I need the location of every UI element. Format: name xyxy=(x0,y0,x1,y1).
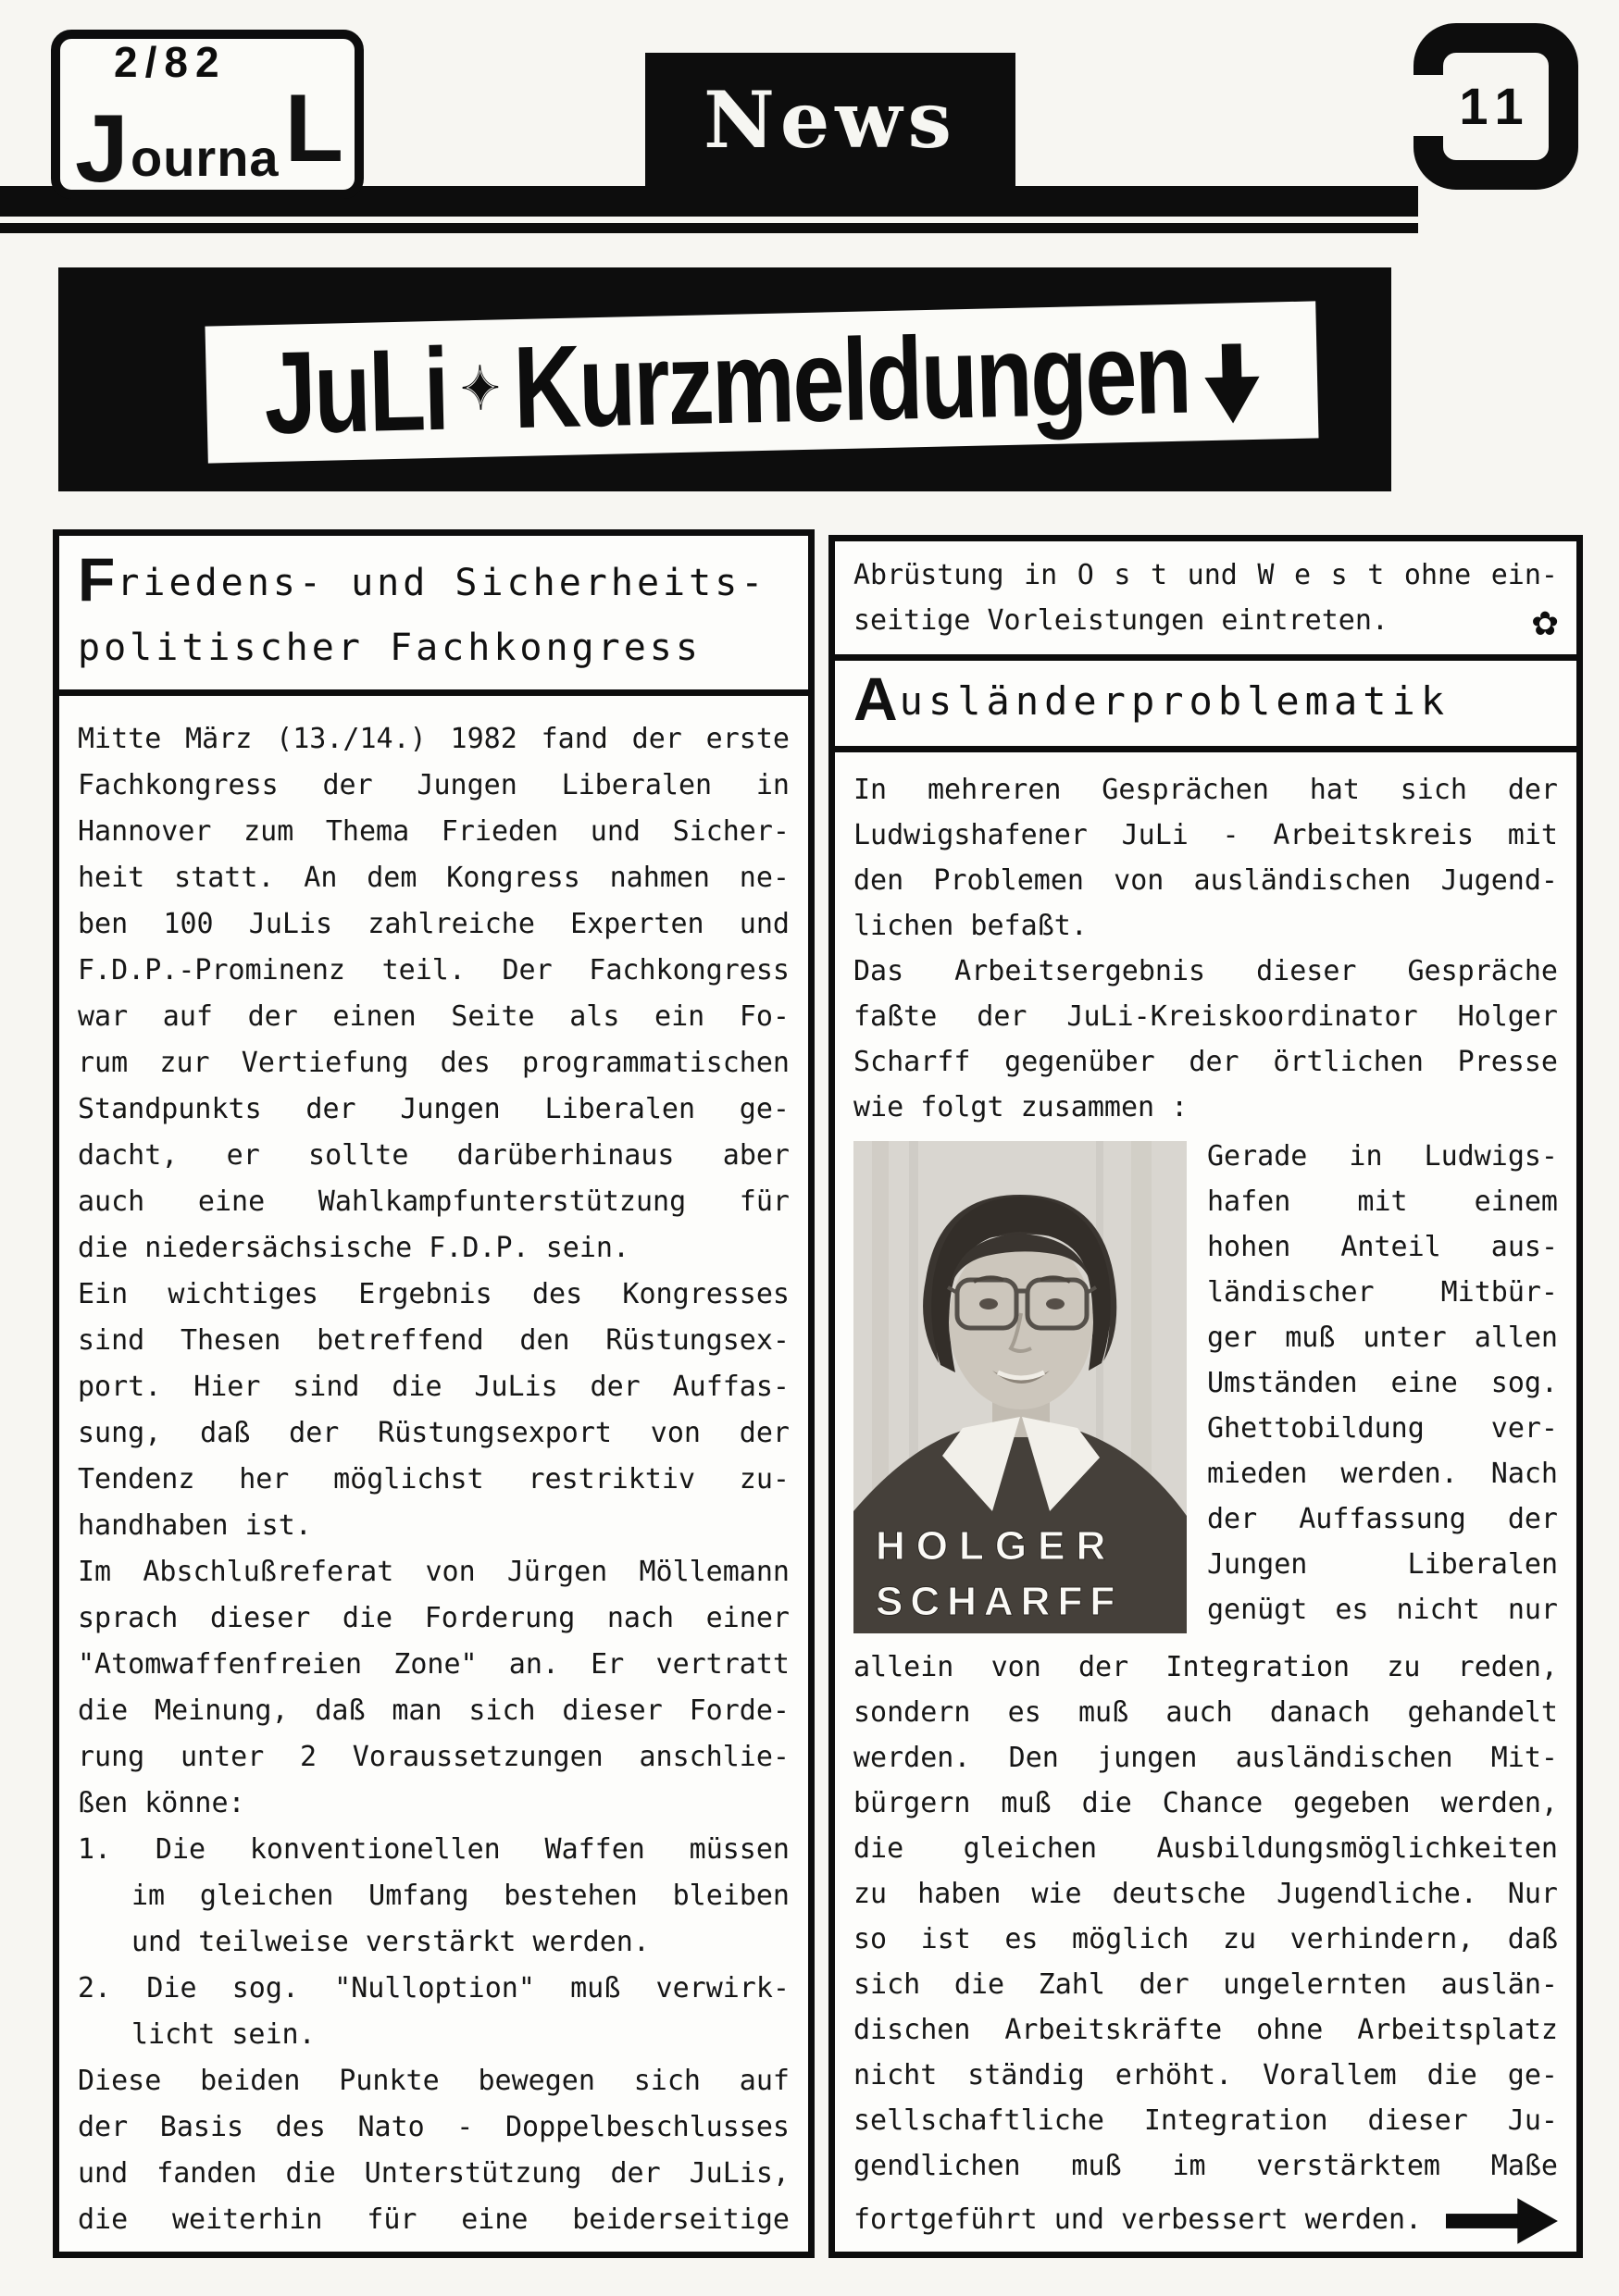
text-line: die weiterhin für eine beiderseitige xyxy=(78,2203,790,2236)
text-line: so ist es möglich zu verhindern, daß xyxy=(853,1923,1558,1955)
news-label-text: News xyxy=(704,74,957,166)
text-line: Scharff gegenüber der örtlichen Presse xyxy=(853,1046,1558,1078)
text-line: port. Hier sind die JuLis der Auffas- xyxy=(78,1371,790,1403)
text-line: Fachkongress der Jungen Liberalen in xyxy=(78,769,790,801)
page-number-bracket xyxy=(1414,23,1578,190)
text-line: zu haben wie deutsche Jugendliche. Nur xyxy=(853,1878,1558,1910)
news-section-label xyxy=(645,53,1015,188)
drop-cap-a: A xyxy=(853,664,898,733)
headline-word-kurzmeldungen: Kurzmeldungen xyxy=(512,306,1191,453)
logo-letter-j: J xyxy=(75,95,129,203)
headline-strip xyxy=(205,301,1318,463)
text-line: faßte der JuLi-Kreiskoordinator Holger xyxy=(853,1000,1558,1033)
text-line: 1. Die konventionellen Waffen müssen xyxy=(78,1833,790,1866)
headline-banner xyxy=(58,267,1391,491)
text-line: war auf der einen Seite als ein Fo- xyxy=(78,1000,790,1033)
text-beside-photo xyxy=(1207,1134,1558,1632)
florette-end-icon: ✿ xyxy=(1532,595,1558,645)
article-auslaenderproblematik-body xyxy=(835,752,1576,2250)
headline-text xyxy=(263,306,1261,459)
text-line: Hannover zum Thema Frieden und Sicher- xyxy=(78,815,790,848)
text-below-photo xyxy=(853,1644,1558,2189)
text-line: Gerade in Ludwigs- xyxy=(1207,1140,1558,1173)
text-line: die gleichen Ausbildungsmöglichkeiten xyxy=(853,1832,1558,1865)
text-line: Das Arbeitsergebnis dieser Gespräche xyxy=(853,955,1558,987)
text-line: werden. Den jungen ausländischen Mit- xyxy=(853,1742,1558,1774)
heading-rest: usländerproblematik xyxy=(899,678,1451,724)
journal-logo xyxy=(51,30,364,203)
text-line: mieden werden. Nach xyxy=(1207,1458,1558,1490)
text-line: ländischer Mitbür- xyxy=(1207,1276,1558,1309)
text-line: Ludwigshafener JuLi - Arbeitskreis mit xyxy=(853,819,1558,851)
text-line: dischen Arbeitskräfte ohne Arbeitsplatz xyxy=(853,2014,1558,2046)
article-fachkongress xyxy=(53,529,815,2258)
page-number: 11 xyxy=(1459,77,1533,135)
text-line: Jungen Liberalen xyxy=(1207,1548,1558,1581)
text-line: Mitte März (13./14.) 1982 fand der erste xyxy=(78,723,790,755)
right-column xyxy=(828,535,1583,2258)
text-line: auch eine Wahlkampfunterstützung für xyxy=(78,1185,790,1218)
text-line: In mehreren Gesprächen hat sich der xyxy=(853,774,1558,806)
text-line: "Atomwaffenfreien Zone" an. Er vertratt xyxy=(78,1648,790,1681)
photo-section xyxy=(853,1134,1558,1644)
text-line: Tendenz her möglichst restriktiv zu- xyxy=(78,1463,790,1496)
text-line: sellschaftliche Integration dieser Ju- xyxy=(853,2104,1558,2137)
text-line: F.D.P.-Prominenz teil. Der Fachkongress xyxy=(78,954,790,987)
arrow-right-icon xyxy=(1446,2192,1558,2250)
headline-word-juli: JuLi xyxy=(263,323,449,459)
logo-letter-l: L xyxy=(284,75,343,182)
text-line: seitige Vorleistungen eintreten. xyxy=(853,604,1389,637)
text-line: und fanden die Unterstützung der JuLis, xyxy=(78,2157,790,2190)
text-line: 2. Die sog. "Nulloption" muß verwirk- xyxy=(78,1972,790,2004)
issue-number: 2/82 xyxy=(114,38,227,86)
text-line: ßen könne: xyxy=(78,1787,245,1819)
text-line: fortgeführt und verbessert werden. xyxy=(853,2203,1423,2236)
logo-letters-ourna: ourna xyxy=(131,129,280,187)
article-body xyxy=(59,696,808,2243)
text-line: allein von der Integration zu reden, xyxy=(853,1651,1558,1683)
header-rule-thin xyxy=(0,223,1418,233)
text-line: Im Abschlußreferat von Jürgen Möllemann xyxy=(78,1556,790,1588)
portrait-photo xyxy=(853,1141,1187,1633)
text-line: Umständen eine sog. xyxy=(1207,1367,1558,1399)
carryover-paragraph xyxy=(835,541,1576,661)
article-auslaenderproblematik-title xyxy=(835,661,1576,752)
text-line: gendlichen muß im verstärktem Maße xyxy=(853,2150,1558,2182)
text-line: sich die Zahl der ungelernten auslän- xyxy=(853,1968,1558,2001)
text-line: wie folgt zusammen : xyxy=(853,1091,1189,1123)
text-line: der Auffassung der xyxy=(1207,1503,1558,1535)
text-line: sondern es muß auch danach gehandelt xyxy=(853,1696,1558,1729)
final-line-row xyxy=(853,2189,1558,2250)
text-line: licht sein. xyxy=(131,2018,316,2051)
intro-paragraph xyxy=(853,767,1558,1130)
text-line: Ghettobildung ver- xyxy=(1207,1412,1558,1445)
text-line: sung, daß der Rüstungsexport von der xyxy=(78,1417,790,1449)
text-line: die niedersächsische F.D.P. sein. xyxy=(78,1232,630,1264)
text-line: sprach dieser die Forderung nach einer xyxy=(78,1602,790,1634)
text-line: nicht ständig erhöht. Vorallem die ge- xyxy=(853,2059,1558,2091)
article-title-line2: politischer Fachkongress xyxy=(78,627,702,669)
text-line: bürgern muß die Chance gegeben werden, xyxy=(853,1787,1558,1819)
text-line: und teilweise verstärkt werden. xyxy=(131,1926,650,1958)
text-line: ger muß unter allen xyxy=(1207,1322,1558,1354)
text-line: handhaben ist. xyxy=(78,1509,312,1542)
text-line: im gleichen Umfang bestehen bleiben xyxy=(131,1880,790,1912)
bracket-gap xyxy=(1414,75,1443,136)
text-line: die Meinung, daß man sich dieser Forde- xyxy=(78,1694,790,1727)
text-line: Diese beiden Punkte bewegen sich auf xyxy=(78,2065,790,2097)
text-line: sind Thesen betreffend den Rüstungsex- xyxy=(78,1324,790,1357)
text-line: dacht, er sollte darüberhinaus aber xyxy=(78,1139,790,1172)
text-line: rum zur Vertiefung des programmatischen xyxy=(78,1047,790,1079)
text-line: den Problemen von ausländischen Jugend- xyxy=(853,864,1558,897)
photo-name-line2: SCHARFF xyxy=(876,1579,1123,1624)
article-title xyxy=(59,536,808,696)
text-line: hohen Anteil aus- xyxy=(1207,1231,1558,1263)
text-line: heit statt. An dem Kongress nahmen ne- xyxy=(78,862,790,894)
photo-name-line1: HOLGER xyxy=(876,1523,1117,1569)
text-line: der Basis des Nato - Doppelbeschlusses xyxy=(78,2111,790,2143)
star-icon: ✦ xyxy=(459,354,502,423)
title-line1-rest: riedens- und Sicherheits- xyxy=(117,562,767,604)
logo-wordmark xyxy=(60,39,355,203)
text-line: genügt es nicht nur xyxy=(1207,1594,1558,1626)
drop-cap-f: F xyxy=(78,545,116,614)
text-line: ben 100 JuLis zahlreiche Experten und xyxy=(78,908,790,940)
arrow-down-icon xyxy=(1203,343,1260,424)
portrait-photo-svg xyxy=(853,1141,1187,1633)
text-line: rung unter 2 Voraussetzungen anschlie- xyxy=(78,1741,790,1773)
article-title-line1 xyxy=(78,545,790,615)
text-line: Standpunkts der Jungen Liberalen ge- xyxy=(78,1093,790,1125)
text-line: hafen mit einem xyxy=(1207,1185,1558,1218)
text-line: lichen befaßt. xyxy=(853,910,1088,942)
text-line: Ein wichtiges Ergebnis des Kongresses xyxy=(78,1278,790,1310)
text-line: Abrüstung in O s t und W e s t ohne ein- xyxy=(853,559,1558,591)
